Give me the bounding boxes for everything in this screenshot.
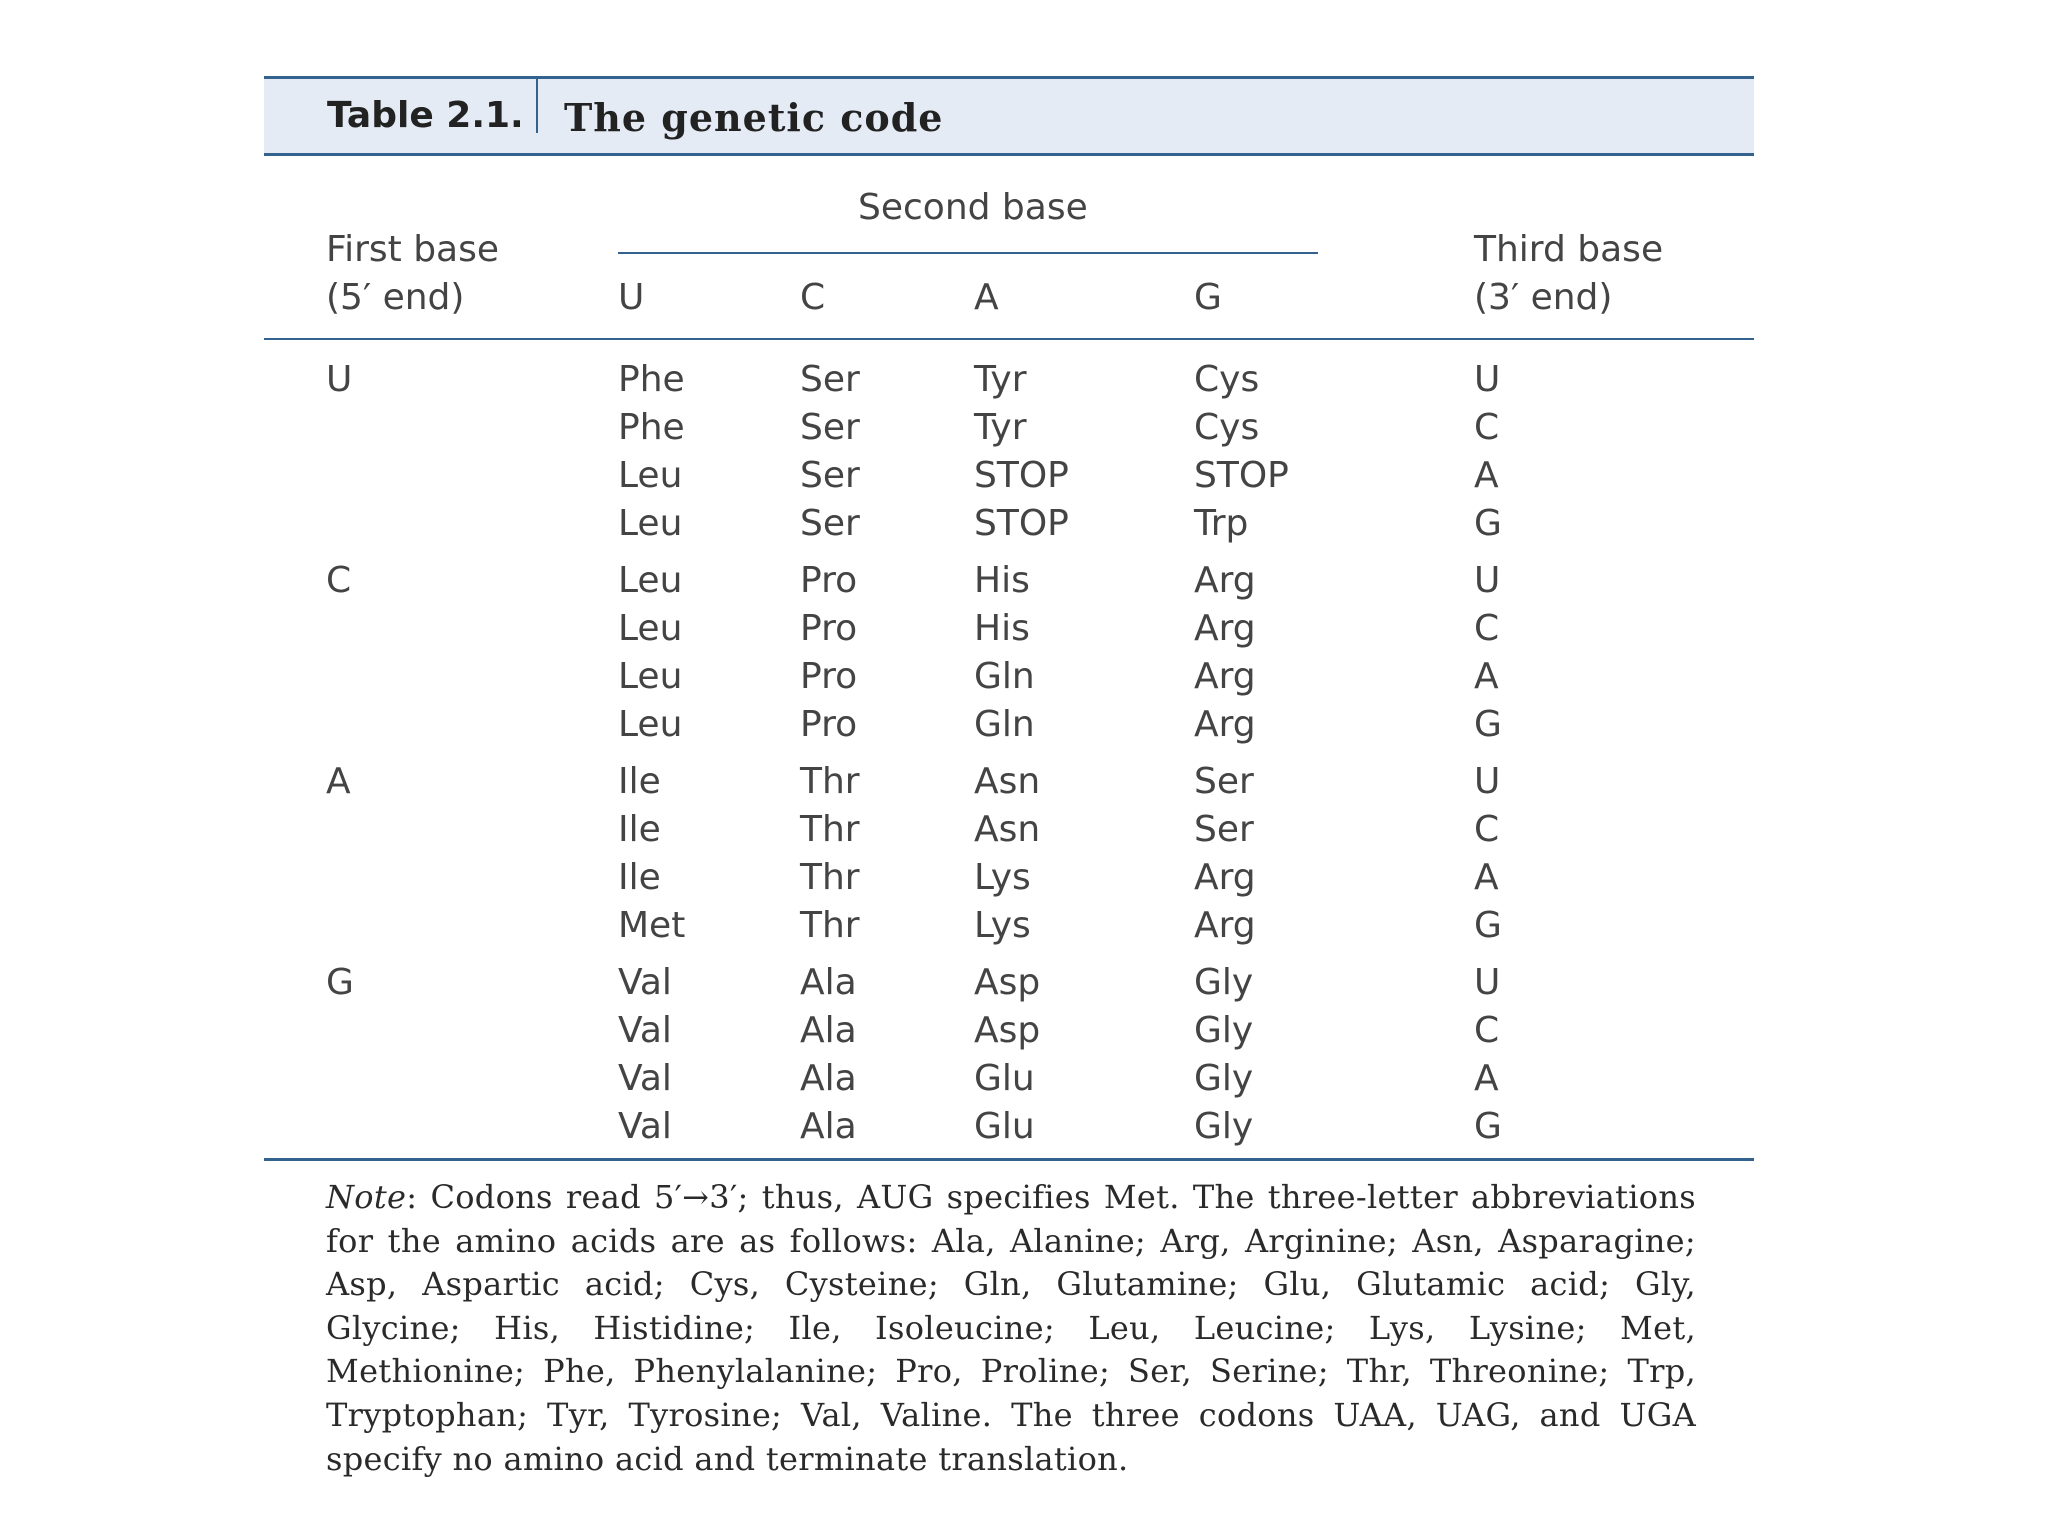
second-a-cell: Tyr bbox=[974, 407, 1027, 448]
first-base-subheader: (5′ end) bbox=[326, 277, 465, 318]
table-row bbox=[264, 500, 1754, 548]
table-row bbox=[264, 902, 1754, 950]
second-g-cell: Arg bbox=[1194, 656, 1256, 697]
table-row bbox=[264, 1055, 1754, 1103]
table-row bbox=[264, 959, 1754, 1007]
first-base-cell: U bbox=[326, 359, 353, 400]
second-g-cell: Gly bbox=[1194, 1106, 1254, 1147]
bottom-rule bbox=[264, 1158, 1754, 1161]
second-c-cell: Thr bbox=[800, 809, 860, 850]
third-base-cell: U bbox=[1474, 761, 1501, 802]
second-c-cell: Ala bbox=[800, 1010, 857, 1051]
codon-group bbox=[264, 547, 1754, 748]
table-row bbox=[264, 854, 1754, 902]
second-u-cell: Val bbox=[618, 962, 672, 1003]
second-u-cell: Val bbox=[618, 1106, 672, 1147]
table-row bbox=[264, 557, 1754, 605]
second-a-cell: Gln bbox=[974, 704, 1035, 745]
second-a-cell: STOP bbox=[974, 455, 1069, 496]
third-base-cell: G bbox=[1474, 905, 1502, 946]
third-base-cell: C bbox=[1474, 1010, 1500, 1051]
second-c-cell: Pro bbox=[800, 608, 858, 649]
first-base-cell: A bbox=[326, 761, 351, 802]
second-col-u: U bbox=[618, 277, 645, 318]
table-row bbox=[264, 806, 1754, 854]
second-u-cell: Val bbox=[618, 1058, 672, 1099]
title-divider bbox=[536, 79, 538, 133]
second-c-cell: Ala bbox=[800, 962, 857, 1003]
second-a-cell: Glu bbox=[974, 1058, 1035, 1099]
second-g-cell: Trp bbox=[1194, 503, 1249, 544]
second-a-cell: Asn bbox=[974, 761, 1041, 802]
second-g-cell: Arg bbox=[1194, 560, 1256, 601]
note-label: Note bbox=[326, 1178, 407, 1216]
third-base-cell: A bbox=[1474, 1058, 1499, 1099]
second-c-cell: Pro bbox=[800, 704, 858, 745]
second-c-cell: Ser bbox=[800, 455, 860, 496]
table-row bbox=[264, 1103, 1754, 1151]
table-row bbox=[264, 701, 1754, 749]
second-g-cell: Ser bbox=[1194, 761, 1254, 802]
second-c-cell: Ser bbox=[800, 359, 860, 400]
second-u-cell: Ile bbox=[618, 809, 661, 850]
table-label: Table 2.1. bbox=[327, 95, 524, 136]
genetic-code-table bbox=[264, 76, 1754, 1496]
third-base-cell: G bbox=[1474, 503, 1502, 544]
second-g-cell: Gly bbox=[1194, 1058, 1254, 1099]
second-u-cell: Leu bbox=[618, 704, 683, 745]
third-base-cell: A bbox=[1474, 857, 1499, 898]
table-row bbox=[264, 1007, 1754, 1055]
third-base-cell: G bbox=[1474, 1106, 1502, 1147]
second-a-cell: His bbox=[974, 608, 1030, 649]
second-g-cell: Gly bbox=[1194, 962, 1254, 1003]
second-c-cell: Ala bbox=[800, 1106, 857, 1147]
second-g-cell: Cys bbox=[1194, 359, 1260, 400]
second-u-cell: Phe bbox=[618, 359, 685, 400]
second-g-cell: Arg bbox=[1194, 608, 1256, 649]
second-col-c: C bbox=[800, 277, 826, 318]
table-title-bar bbox=[264, 76, 1754, 156]
second-g-cell: Arg bbox=[1194, 857, 1256, 898]
second-a-cell: His bbox=[974, 560, 1030, 601]
second-base-rule bbox=[618, 252, 1318, 254]
third-base-cell: U bbox=[1474, 560, 1501, 601]
second-a-cell: Lys bbox=[974, 857, 1031, 898]
third-base-cell: U bbox=[1474, 962, 1501, 1003]
second-u-cell: Leu bbox=[618, 503, 683, 544]
third-base-cell: C bbox=[1474, 809, 1500, 850]
third-base-cell: C bbox=[1474, 608, 1500, 649]
second-c-cell: Ala bbox=[800, 1058, 857, 1099]
second-a-cell: Asn bbox=[974, 809, 1041, 850]
third-base-header: Third base bbox=[1474, 229, 1664, 270]
second-u-cell: Ile bbox=[618, 857, 661, 898]
second-a-cell: Tyr bbox=[974, 359, 1027, 400]
second-a-cell: STOP bbox=[974, 503, 1069, 544]
second-u-cell: Leu bbox=[618, 656, 683, 697]
table-title: The genetic code bbox=[564, 95, 944, 140]
third-base-cell: U bbox=[1474, 359, 1501, 400]
table-row bbox=[264, 356, 1754, 404]
table-note bbox=[326, 1176, 1696, 1481]
first-base-header: First base bbox=[326, 229, 500, 270]
third-base-cell: C bbox=[1474, 407, 1500, 448]
second-c-cell: Ser bbox=[800, 503, 860, 544]
second-g-cell: Ser bbox=[1194, 809, 1254, 850]
table-row bbox=[264, 404, 1754, 452]
second-u-cell: Ile bbox=[618, 761, 661, 802]
second-g-cell: Cys bbox=[1194, 407, 1260, 448]
second-u-cell: Leu bbox=[618, 455, 683, 496]
note-text: : Codons read 5′→3′; thus, AUG specifies Met. The three-letter abbreviations for the amino acids are as follows: Ala, Alanine; Arg, Arginine; Asn, Asparagine; Asp, Aspartic acid; Cys, Cysteine; Gln, Glutamine; Glu, Glutamic acid; Gly, Glycine; His, Histidine; Ile, Isoleucine; Leu, Leucine; Lys, Lysine; Met, Methionine; Phe, Phenylalanine; Pro, Proline; Ser, Serine; Thr, Threonine; Trp, Tryptophan; Tyr, Tyrosine; Val, Valine. The three codons UAA, UAG, and UGA specify no amino acid and terminate translation. bbox=[326, 1178, 1696, 1478]
second-u-cell: Leu bbox=[618, 560, 683, 601]
second-col-g: G bbox=[1194, 277, 1222, 318]
second-u-cell: Leu bbox=[618, 608, 683, 649]
header-rule bbox=[264, 338, 1754, 340]
second-u-cell: Val bbox=[618, 1010, 672, 1051]
third-base-subheader: (3′ end) bbox=[1474, 277, 1613, 318]
table-row bbox=[264, 758, 1754, 806]
table-row bbox=[264, 452, 1754, 500]
second-c-cell: Pro bbox=[800, 560, 858, 601]
codon-group bbox=[264, 748, 1754, 949]
first-base-cell: C bbox=[326, 560, 352, 601]
second-g-cell: STOP bbox=[1194, 455, 1289, 496]
second-c-cell: Ser bbox=[800, 407, 860, 448]
second-a-cell: Glu bbox=[974, 1106, 1035, 1147]
third-base-cell: A bbox=[1474, 656, 1499, 697]
second-c-cell: Thr bbox=[800, 905, 860, 946]
table-row bbox=[264, 605, 1754, 653]
second-u-cell: Met bbox=[618, 905, 686, 946]
second-g-cell: Gly bbox=[1194, 1010, 1254, 1051]
second-base-header: Second base bbox=[858, 187, 1088, 228]
table-row bbox=[264, 653, 1754, 701]
second-a-cell: Lys bbox=[974, 905, 1031, 946]
second-u-cell: Phe bbox=[618, 407, 685, 448]
third-base-cell: G bbox=[1474, 704, 1502, 745]
second-a-cell: Gln bbox=[974, 656, 1035, 697]
second-c-cell: Thr bbox=[800, 857, 860, 898]
first-base-cell: G bbox=[326, 962, 354, 1003]
second-c-cell: Pro bbox=[800, 656, 858, 697]
table-body bbox=[264, 346, 1754, 1150]
codon-group bbox=[264, 346, 1754, 547]
second-c-cell: Thr bbox=[800, 761, 860, 802]
second-a-cell: Asp bbox=[974, 962, 1041, 1003]
second-g-cell: Arg bbox=[1194, 704, 1256, 745]
codon-group bbox=[264, 949, 1754, 1150]
second-a-cell: Asp bbox=[974, 1010, 1041, 1051]
second-g-cell: Arg bbox=[1194, 905, 1256, 946]
second-col-a: A bbox=[974, 277, 999, 318]
third-base-cell: A bbox=[1474, 455, 1499, 496]
